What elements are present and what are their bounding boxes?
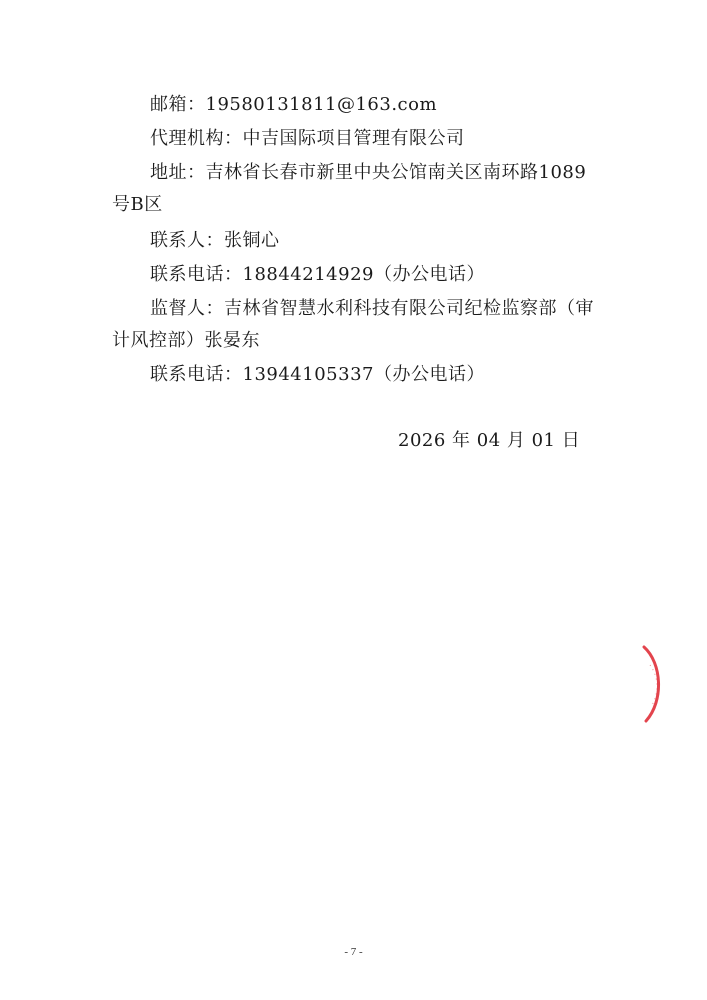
- phone-line-2: 联系电话：13944105337（办公电话）: [150, 364, 485, 385]
- red-seal-edge-icon: [640, 645, 666, 723]
- supervisor-line-2: 计风控部）张晏东: [112, 330, 260, 351]
- email-line: 邮箱：19580131811@163.com: [150, 94, 438, 115]
- page-number: - 7 -: [344, 946, 363, 958]
- supervisor-line-1: 监督人：吉林省智慧水利科技有限公司纪检监察部（审: [150, 298, 594, 319]
- address-line-2: 号B区: [112, 194, 163, 215]
- phone-line-1: 联系电话：18844214929（办公电话）: [150, 264, 485, 285]
- agency-line: 代理机构：中吉国际项目管理有限公司: [150, 128, 465, 149]
- contact-line: 联系人：张铜心: [150, 230, 280, 251]
- document-date: 2026 年 04 月 01 日: [398, 430, 581, 451]
- address-line-1: 地址：吉林省长春市新里中央公馆南关区南环路1089: [150, 162, 587, 183]
